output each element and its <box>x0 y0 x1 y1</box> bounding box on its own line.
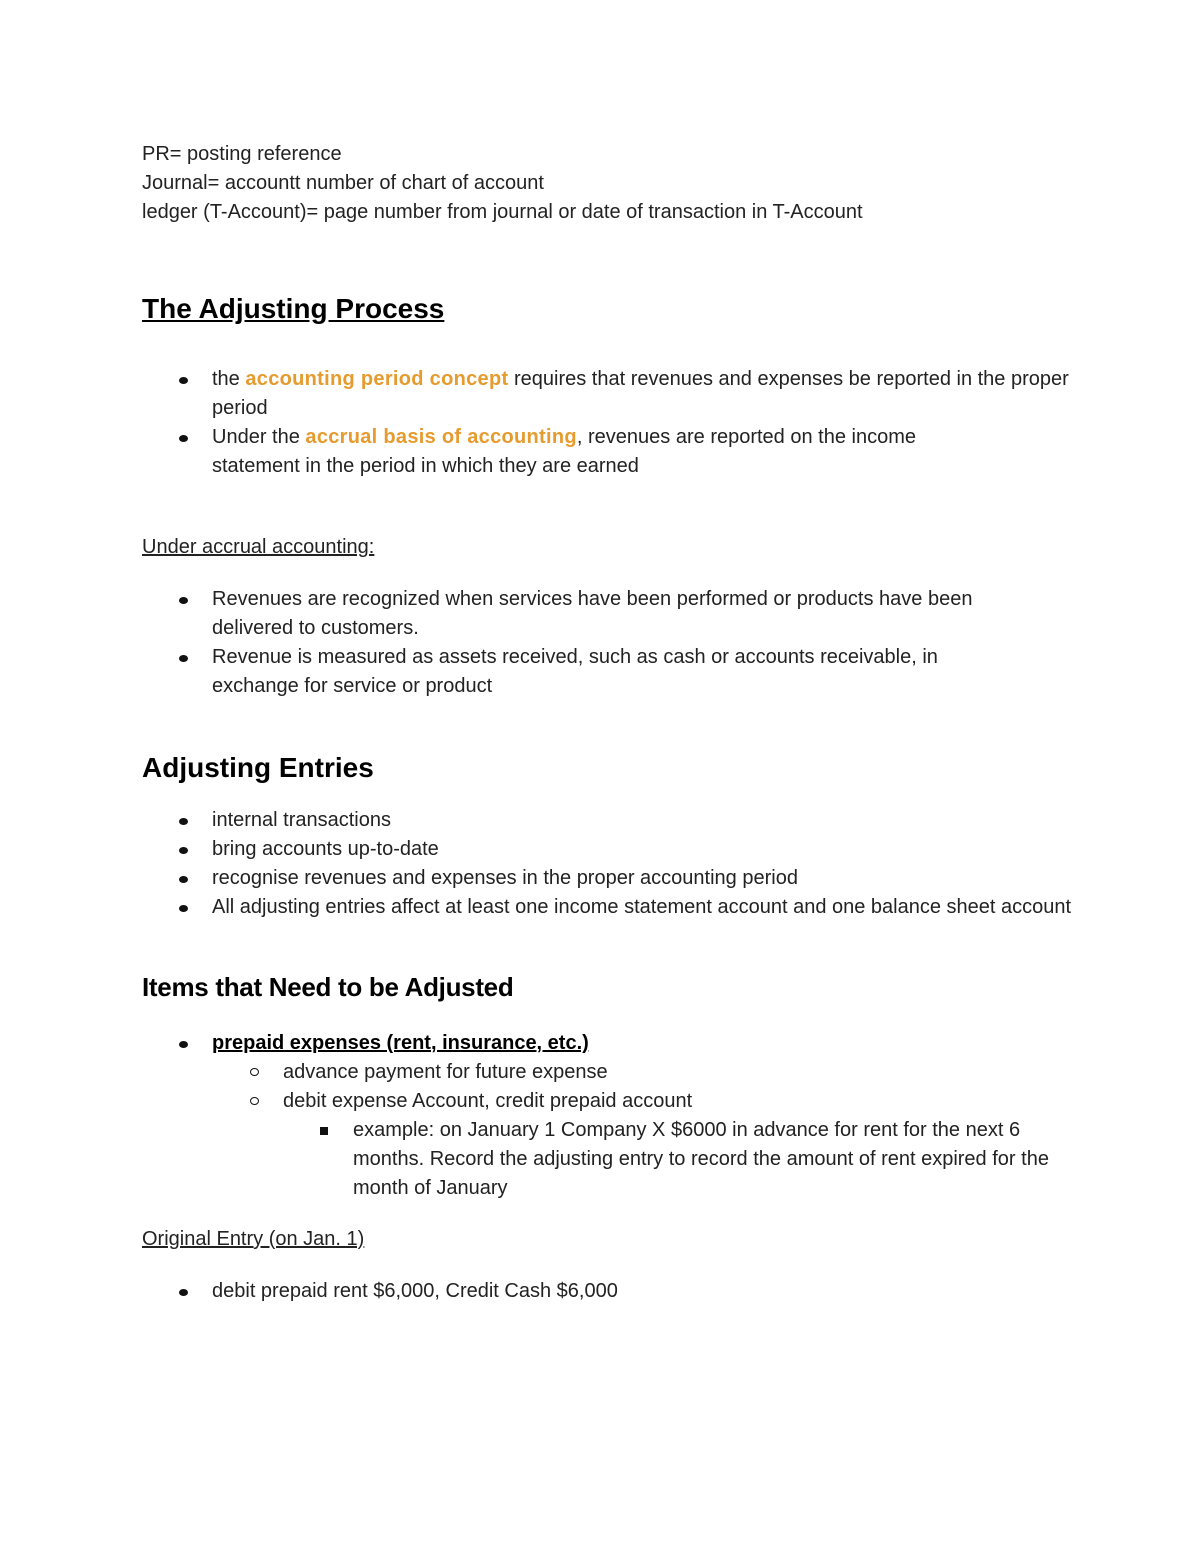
accounting-period-concept-term: accounting period concept <box>245 368 509 390</box>
bullet-icon <box>179 818 188 825</box>
document-page <box>142 140 1072 1306</box>
circle-bullet-icon <box>250 1097 259 1105</box>
list-item: debit expense Account, credit prepaid account <box>142 1087 1072 1116</box>
adjusting-entries-list <box>142 806 1072 922</box>
list-item: All adjusting entries affect at least one income statement account and one balance sheet account <box>142 893 1072 922</box>
circle-bullet-icon <box>250 1068 259 1076</box>
list-item <box>142 1029 1072 1058</box>
bullet-icon <box>179 847 188 854</box>
list-item: recognise revenues and expenses in the proper accounting period <box>142 864 1072 893</box>
square-bullet-icon <box>320 1127 328 1135</box>
list-item: Under the accrual basis of accounting, revenues are reported on the income statement in the period in which they are earned <box>142 423 972 481</box>
ledger-definition: ledger (T-Account)= page number from journal or date of transaction in T-Account <box>142 201 863 223</box>
example-list <box>142 1116 1072 1203</box>
accrual-list <box>142 585 1072 701</box>
bullet-icon <box>179 435 188 442</box>
prepaid-sub-list <box>142 1058 1072 1116</box>
adjusting-process-list <box>142 365 1072 481</box>
bullet-icon <box>179 1289 188 1296</box>
items-adjusted-list <box>142 1029 1072 1058</box>
example-text: example: on January 1 Company X $6000 in advance for rent for the next 6 months. Record the adjusting entry to record the amount of rent expired for the month of January <box>353 1119 1049 1199</box>
original-entry-list <box>142 1277 1072 1306</box>
list-item: Revenue is measured as assets received, such as cash or accounts receivable, in exchange for service or product <box>142 643 1012 701</box>
bullet-icon <box>179 597 188 604</box>
pr-definition: PR= posting reference <box>142 143 342 165</box>
list-item: the accounting period concept requires that revenues and expenses be reported in the proper period <box>142 365 1072 423</box>
list-item: bring accounts up-to-date <box>142 835 1072 864</box>
list-item <box>142 1116 1058 1203</box>
adjusting-entries-title: Adjusting Entries <box>142 752 374 783</box>
accrual-heading: Under accrual accounting: <box>142 536 375 558</box>
accrual-basis-term: accrual basis of accounting <box>305 426 577 448</box>
list-item: advance payment for future expense <box>142 1058 1072 1087</box>
list-item: debit prepaid rent $6,000, Credit Cash $6,000 <box>142 1277 1072 1306</box>
bullet-icon <box>179 876 188 883</box>
adjusting-process-title: The Adjusting Process <box>142 293 445 324</box>
items-adjusted-title: Items that Need to be Adjusted <box>142 972 514 1002</box>
bullet-icon <box>179 655 188 662</box>
journal-definition: Journal= accountt number of chart of account <box>142 172 544 194</box>
original-entry-heading: Original Entry (on Jan. 1) <box>142 1228 365 1250</box>
bullet-icon <box>179 905 188 912</box>
list-item: Revenues are recognized when services have been performed or products have been delivered to customers. <box>142 585 1052 643</box>
prepaid-expenses-label: prepaid expenses (rent, insurance, etc.) <box>212 1032 589 1054</box>
bullet-icon <box>179 377 188 384</box>
bullet-icon <box>179 1041 188 1048</box>
list-item: internal transactions <box>142 806 1072 835</box>
